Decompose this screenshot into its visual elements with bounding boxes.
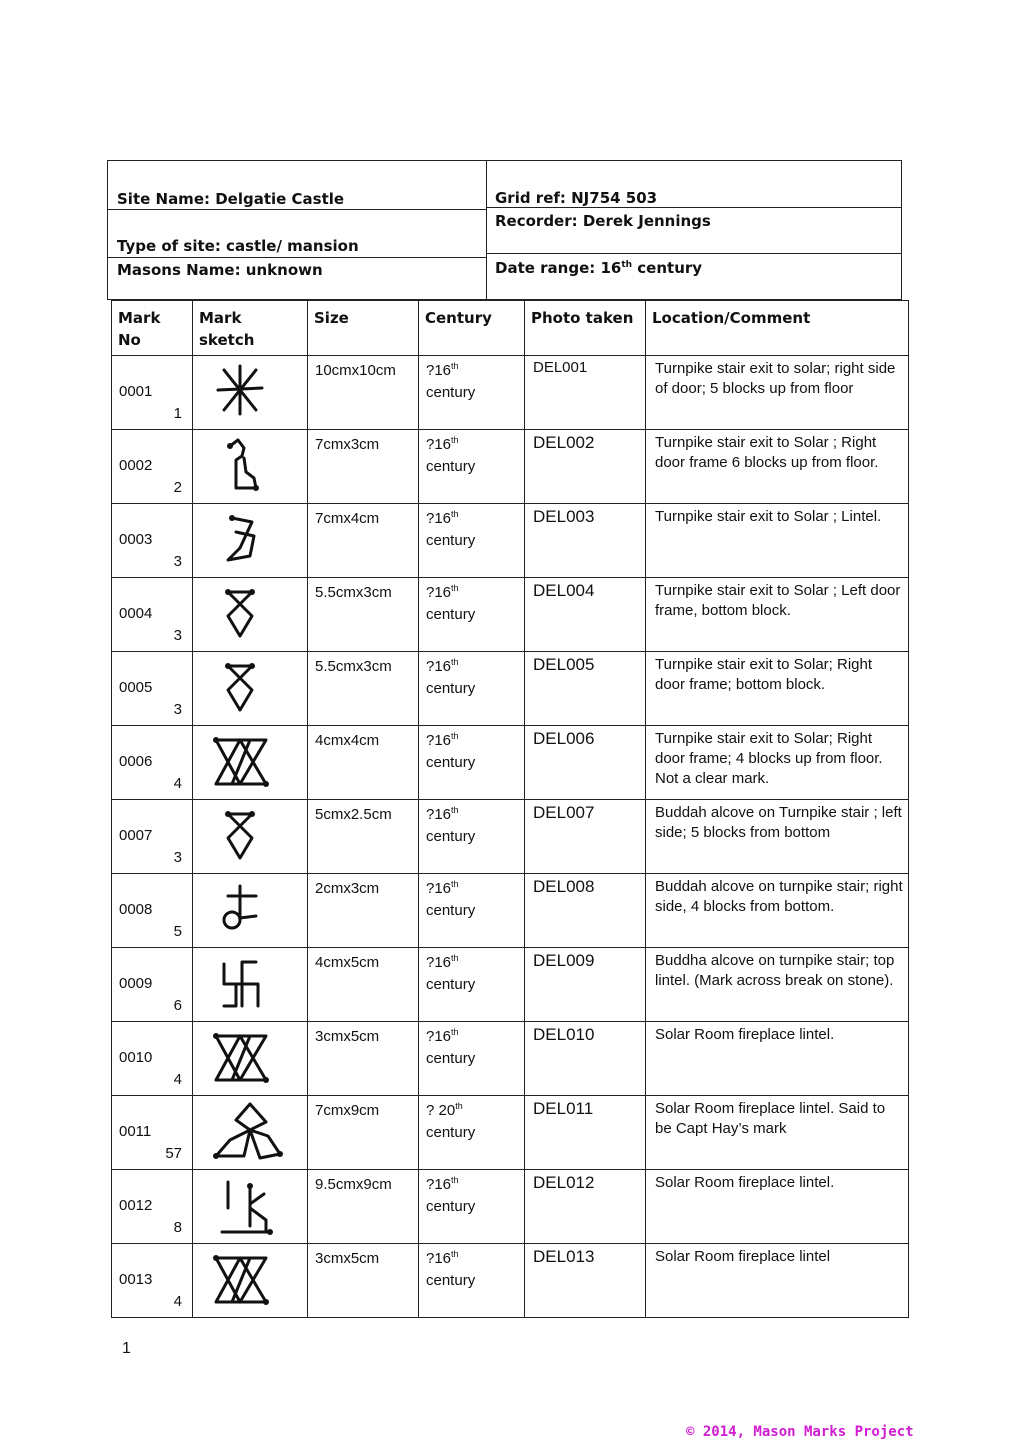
size-cell: 7cmx9cm bbox=[308, 1096, 419, 1170]
mark-number: 0008 bbox=[119, 901, 153, 918]
mark-number-cell bbox=[112, 1022, 193, 1096]
mark-number-cell bbox=[112, 652, 193, 726]
recorder: Recorder: Derek Jennings bbox=[495, 212, 711, 230]
hourglass-diamond-mark-icon bbox=[210, 804, 290, 866]
location-cell: Solar Room fireplace lintel. bbox=[646, 1170, 909, 1244]
double-hourglass-mark-icon bbox=[210, 1026, 290, 1088]
mark-number-cell bbox=[112, 874, 193, 948]
masons-name: Masons Name: unknown bbox=[117, 261, 323, 279]
mark-count: 3 bbox=[173, 627, 182, 644]
mark-number: 0002 bbox=[119, 457, 153, 474]
photo-cell: DEL004 bbox=[525, 578, 646, 652]
mark-sketch-cell bbox=[193, 874, 308, 948]
col-photo: Photo taken bbox=[525, 301, 646, 356]
size-cell: 4cmx5cm bbox=[308, 948, 419, 1022]
mark-count: 1 bbox=[173, 405, 182, 422]
mark-number: 0004 bbox=[119, 605, 153, 622]
location-cell: Turnpike stair exit to solar; right side of door; 5 blocks up from floor bbox=[646, 356, 909, 430]
loop-mark-icon bbox=[210, 508, 290, 570]
swastika-mark-icon bbox=[210, 952, 290, 1014]
century-cell: ?16th century bbox=[419, 1022, 525, 1096]
mark-count: 4 bbox=[173, 1293, 182, 1310]
table-row bbox=[112, 800, 909, 874]
mark-sketch-cell bbox=[193, 726, 308, 800]
mark-number: 0011 bbox=[119, 1123, 152, 1140]
header-divider bbox=[486, 161, 487, 301]
location-cell: Turnpike stair exit to Solar ; Left door frame, bottom block. bbox=[646, 578, 909, 652]
table-row bbox=[112, 874, 909, 948]
photo-cell: DEL012 bbox=[525, 1170, 646, 1244]
mark-number-cell bbox=[112, 504, 193, 578]
table-row bbox=[112, 356, 909, 430]
size-cell: 9.5cmx9cm bbox=[308, 1170, 419, 1244]
mark-number-cell bbox=[112, 726, 193, 800]
size-cell: 3cmx5cm bbox=[308, 1022, 419, 1096]
size-cell: 2cmx3cm bbox=[308, 874, 419, 948]
photo-cell: DEL002 bbox=[525, 430, 646, 504]
table-row bbox=[112, 1022, 909, 1096]
mark-number: 0013 bbox=[119, 1271, 153, 1288]
photo-cell: DEL005 bbox=[525, 652, 646, 726]
century-cell: ?16th century bbox=[419, 1170, 525, 1244]
mark-number: 0010 bbox=[119, 1049, 153, 1066]
header-rule bbox=[486, 253, 901, 254]
size-cell: 7cmx3cm bbox=[308, 430, 419, 504]
mark-number: 0001 bbox=[119, 383, 153, 400]
location-cell: Buddah alcove on Turnpike stair ; left side; 5 blocks from bottom bbox=[646, 800, 909, 874]
copyright-notice: © 2014, Mason Marks Project bbox=[686, 1424, 914, 1440]
location-cell: Turnpike stair exit to Solar ; Right door frame 6 blocks up from floor. bbox=[646, 430, 909, 504]
photo-cell: DEL010 bbox=[525, 1022, 646, 1096]
header-rule bbox=[108, 209, 486, 210]
table-row bbox=[112, 504, 909, 578]
col-mark-sketch: Mark sketch bbox=[193, 301, 308, 356]
mark-number-cell bbox=[112, 356, 193, 430]
century-cell: ?16th century bbox=[419, 726, 525, 800]
zigzag-mark-icon bbox=[210, 434, 290, 496]
type-of-site: Type of site: castle/ mansion bbox=[117, 237, 359, 255]
mark-number: 0009 bbox=[119, 975, 153, 992]
double-hourglass-mark-icon bbox=[210, 730, 290, 792]
grid-ref: Grid ref: NJ754 503 bbox=[495, 189, 658, 207]
mark-number-cell bbox=[112, 430, 193, 504]
mark-sketch-cell bbox=[193, 1170, 308, 1244]
century-cell: ?16th century bbox=[419, 430, 525, 504]
site-name: Site Name: Delgatie Castle bbox=[117, 190, 345, 208]
mark-number: 0007 bbox=[119, 827, 153, 844]
photo-cell: DEL003 bbox=[525, 504, 646, 578]
size-cell: 5.5cmx3cm bbox=[308, 578, 419, 652]
century-cell: ?16th century bbox=[419, 356, 525, 430]
mark-count: 6 bbox=[173, 997, 182, 1014]
mark-sketch-cell bbox=[193, 800, 308, 874]
location-cell: Solar Room fireplace lintel bbox=[646, 1244, 909, 1318]
asterisk-mark-icon bbox=[210, 360, 290, 422]
table-row bbox=[112, 726, 909, 800]
mark-count: 4 bbox=[173, 775, 182, 792]
table-row bbox=[112, 430, 909, 504]
mark-sketch-cell bbox=[193, 504, 308, 578]
mark-sketch-cell bbox=[193, 578, 308, 652]
mark-sketch-cell bbox=[193, 652, 308, 726]
photo-cell: DEL007 bbox=[525, 800, 646, 874]
size-cell: 5cmx2.5cm bbox=[308, 800, 419, 874]
header-rule bbox=[486, 207, 901, 208]
mark-count: 3 bbox=[173, 701, 182, 718]
location-cell: Turnpike stair exit to Solar; Right door frame; bottom block. bbox=[646, 652, 909, 726]
table-row bbox=[112, 948, 909, 1022]
mark-sketch-cell bbox=[193, 430, 308, 504]
century-cell: ?16th century bbox=[419, 652, 525, 726]
table-row bbox=[112, 1096, 909, 1170]
location-cell: Solar Room fireplace lintel. bbox=[646, 1022, 909, 1096]
size-cell: 4cmx4cm bbox=[308, 726, 419, 800]
mark-number-cell bbox=[112, 578, 193, 652]
location-cell: Turnpike stair exit to Solar ; Lintel. bbox=[646, 504, 909, 578]
mark-count: 8 bbox=[173, 1219, 182, 1236]
hourglass-diamond-mark-icon bbox=[210, 656, 290, 718]
table-row bbox=[112, 1244, 909, 1318]
mark-count: 4 bbox=[173, 1071, 182, 1088]
table-row bbox=[112, 652, 909, 726]
century-cell: ?16th century bbox=[419, 578, 525, 652]
photo-cell: DEL013 bbox=[525, 1244, 646, 1318]
location-cell: Turnpike stair exit to Solar; Right door frame; 4 blocks up from floor. Not a clear mark. bbox=[646, 726, 909, 800]
double-hourglass-mark-icon bbox=[210, 1248, 290, 1310]
mark-sketch-cell bbox=[193, 1244, 308, 1318]
k-bar-mark-icon bbox=[210, 1174, 290, 1236]
mark-count: 2 bbox=[173, 479, 182, 496]
mark-count: 57 bbox=[165, 1145, 182, 1162]
location-cell: Buddah alcove on turnpike stair; right side, 4 blocks from bottom. bbox=[646, 874, 909, 948]
mark-sketch-cell bbox=[193, 1022, 308, 1096]
page-number: 1 bbox=[122, 1340, 131, 1357]
mark-sketch-cell bbox=[193, 948, 308, 1022]
size-cell: 7cmx4cm bbox=[308, 504, 419, 578]
mark-number: 0003 bbox=[119, 531, 153, 548]
mark-number-cell bbox=[112, 1170, 193, 1244]
site-header bbox=[107, 160, 902, 300]
location-cell: Buddha alcove on turnpike stair; top lintel. (Mark across break on stone). bbox=[646, 948, 909, 1022]
col-location: Location/Comment bbox=[646, 301, 909, 356]
photo-cell: DEL001 bbox=[525, 356, 646, 430]
mark-number: 0005 bbox=[119, 679, 153, 696]
photo-cell: DEL008 bbox=[525, 874, 646, 948]
mark-sketch-cell bbox=[193, 1096, 308, 1170]
size-cell: 3cmx5cm bbox=[308, 1244, 419, 1318]
photo-cell: DEL006 bbox=[525, 726, 646, 800]
century-cell: ?16th century bbox=[419, 1244, 525, 1318]
table-row bbox=[112, 1170, 909, 1244]
mark-sketch-cell bbox=[193, 356, 308, 430]
mark-number: 0012 bbox=[119, 1197, 153, 1214]
mark-count: 3 bbox=[173, 553, 182, 570]
mark-count: 3 bbox=[173, 849, 182, 866]
century-cell: ?16th century bbox=[419, 948, 525, 1022]
date-range: Date range: 16th century bbox=[495, 259, 703, 277]
mark-number: 0006 bbox=[119, 753, 153, 770]
mark-number-cell bbox=[112, 1096, 193, 1170]
size-cell: 10cmx10cm bbox=[308, 356, 419, 430]
century-cell: ?16th century bbox=[419, 800, 525, 874]
century-cell: ? 20th century bbox=[419, 1096, 525, 1170]
header-rule bbox=[108, 257, 486, 258]
marks-table bbox=[111, 300, 909, 1318]
trefoil-mark-icon bbox=[210, 1100, 290, 1162]
photo-cell: DEL011 bbox=[525, 1096, 646, 1170]
photo-cell: DEL009 bbox=[525, 948, 646, 1022]
table-row bbox=[112, 578, 909, 652]
table-header-row bbox=[112, 301, 909, 356]
mark-number-cell bbox=[112, 948, 193, 1022]
cross-circle-mark-icon bbox=[210, 878, 290, 940]
mark-number-cell bbox=[112, 800, 193, 874]
century-cell: ?16th century bbox=[419, 504, 525, 578]
mark-number-cell bbox=[112, 1244, 193, 1318]
mark-count: 5 bbox=[173, 923, 182, 940]
col-size: Size bbox=[308, 301, 419, 356]
location-cell: Solar Room fireplace lintel. Said to be Capt Hay’s mark bbox=[646, 1096, 909, 1170]
hourglass-diamond-mark-icon bbox=[210, 582, 290, 644]
col-mark-no: Mark No bbox=[112, 301, 193, 356]
size-cell: 5.5cmx3cm bbox=[308, 652, 419, 726]
century-cell: ?16th century bbox=[419, 874, 525, 948]
col-century: Century bbox=[419, 301, 525, 356]
